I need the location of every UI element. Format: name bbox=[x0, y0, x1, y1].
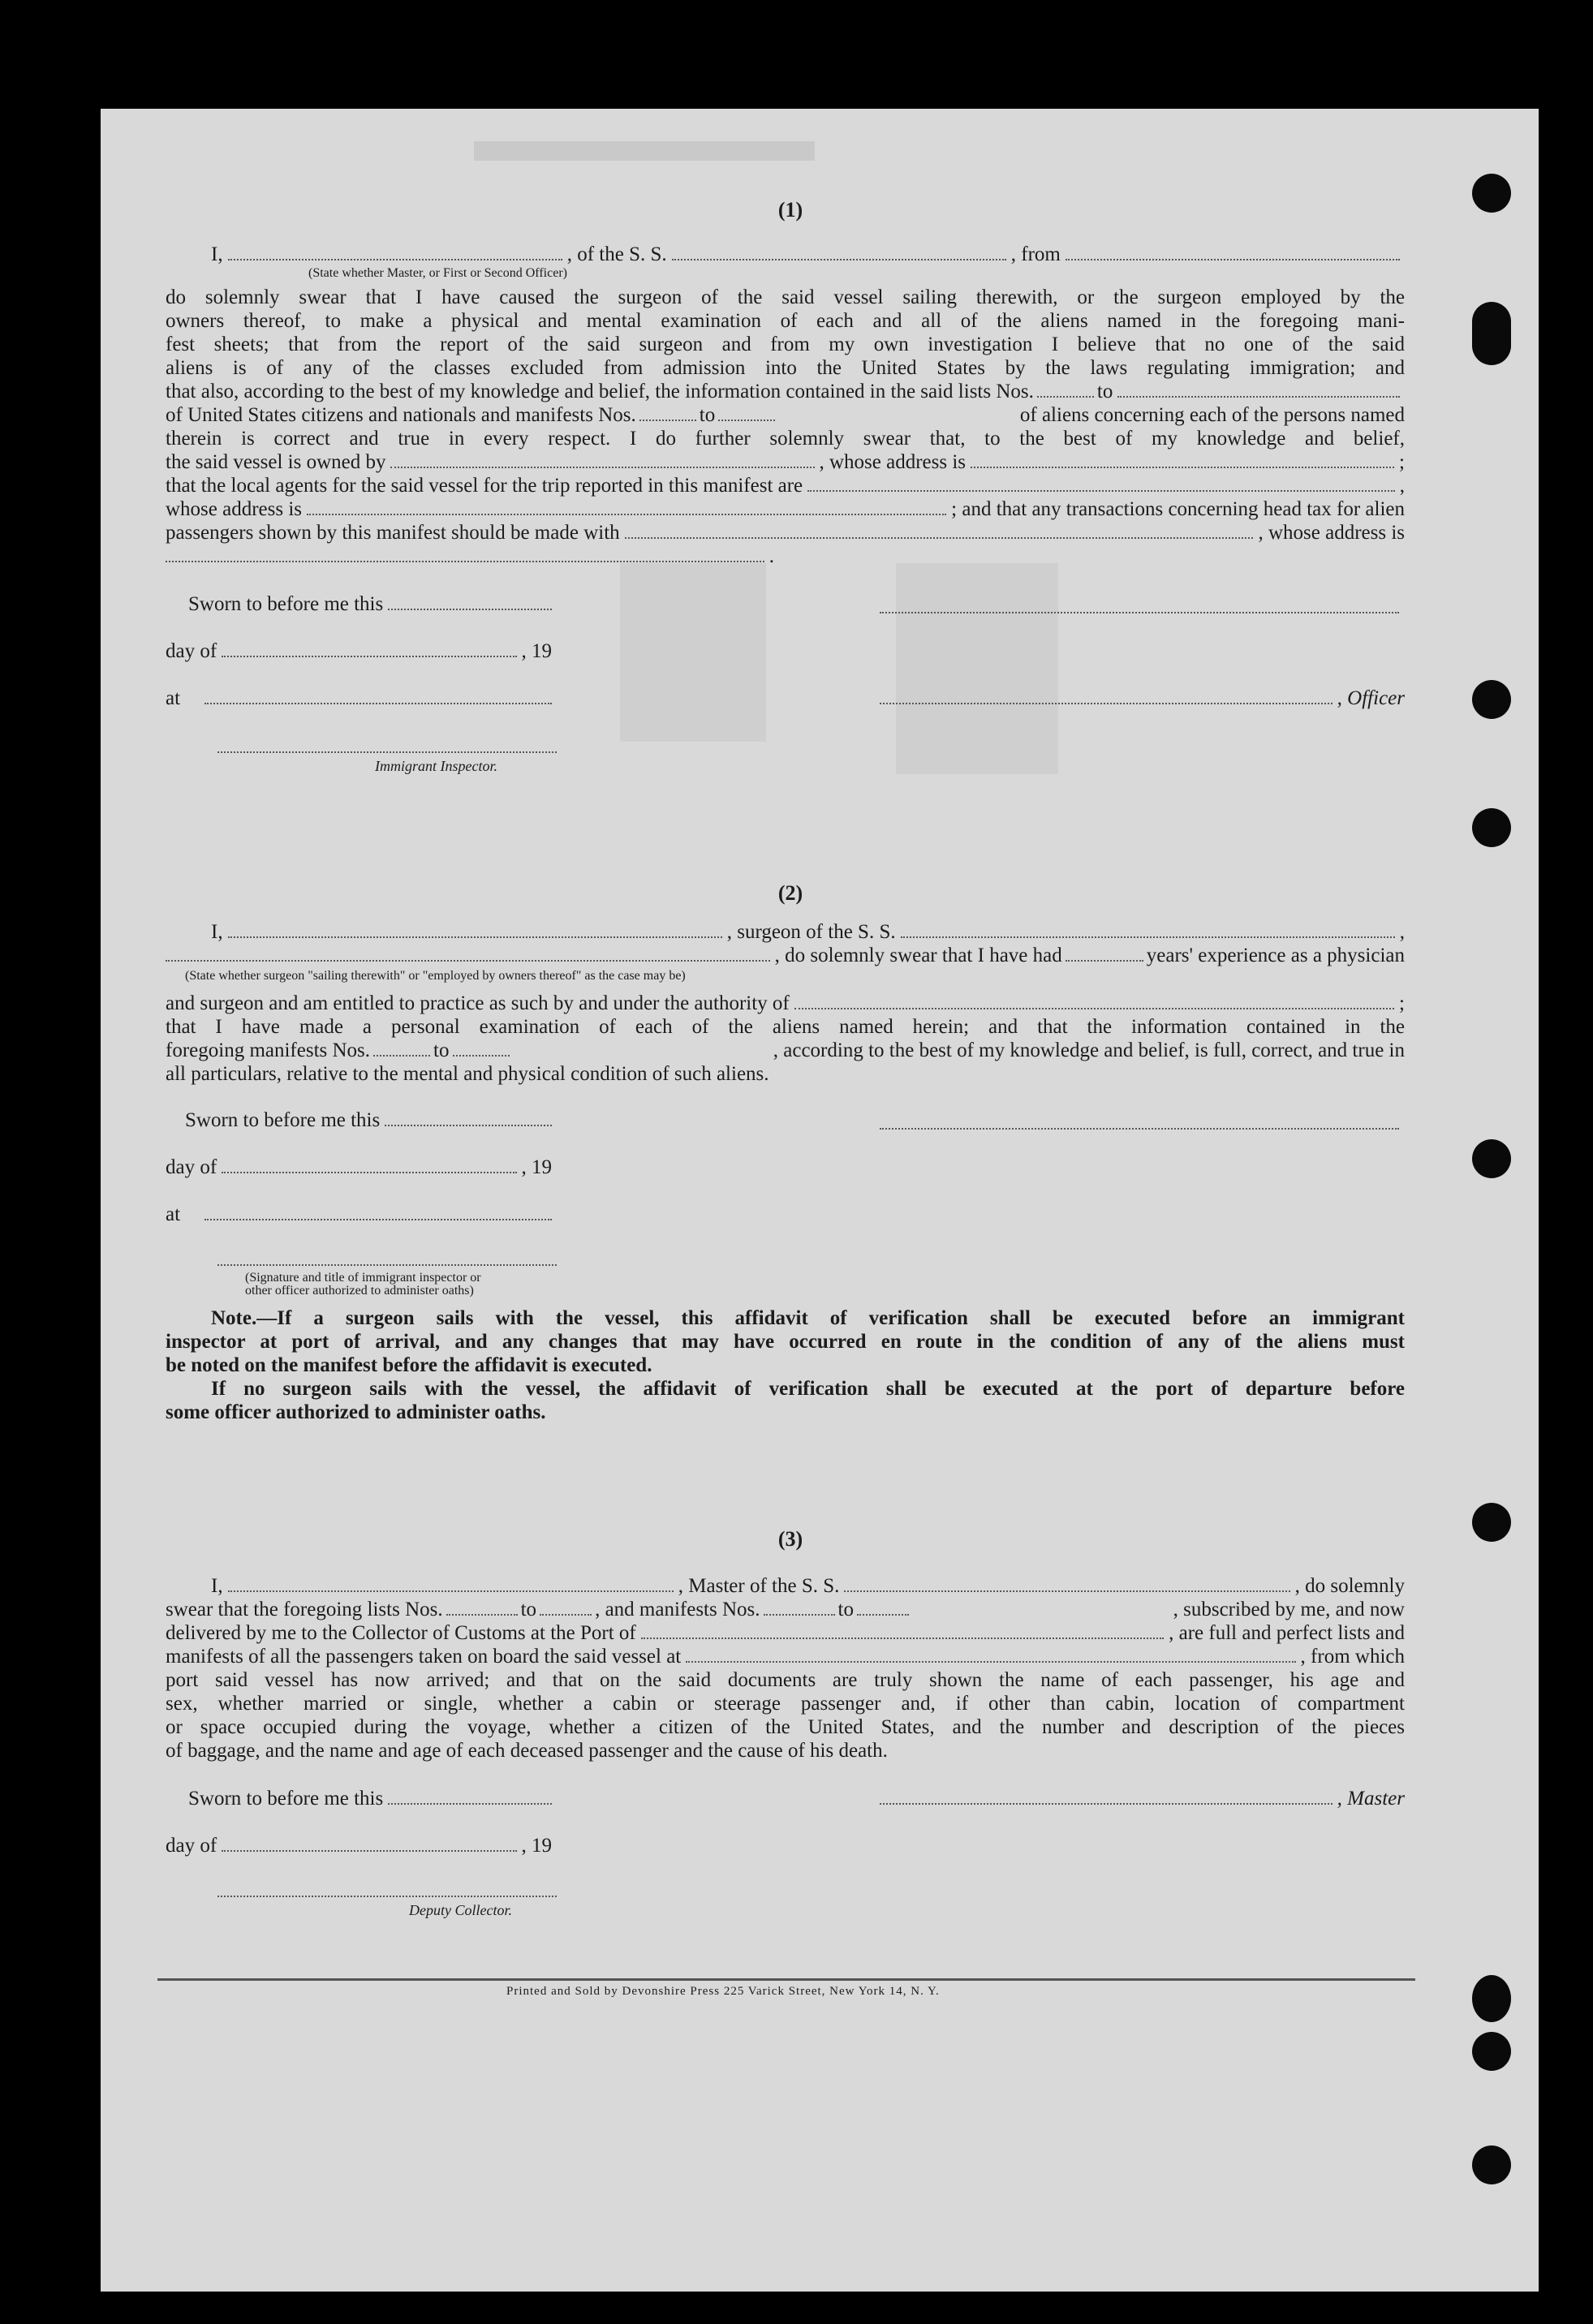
s3-line-6: sex, whether married or single, whether a cabin or steerage passenger and, if other than cabin, location of compartment bbox=[166, 1693, 1405, 1715]
lists-to-field[interactable] bbox=[1117, 381, 1400, 398]
s1-officer-signature-line[interactable] bbox=[880, 610, 1399, 613]
manifests-from-field[interactable] bbox=[639, 405, 696, 421]
s3-line-4: manifests of all the passengers taken on board the said vessel at , from which bbox=[166, 1646, 1405, 1668]
s2-at: at bbox=[166, 1203, 557, 1226]
section-3-number: (3) bbox=[777, 1527, 803, 1551]
head-tax-party-field[interactable] bbox=[625, 523, 1254, 539]
s2-surgeon-signature-line[interactable] bbox=[880, 1126, 1399, 1130]
surgeon-status-field[interactable] bbox=[166, 945, 770, 962]
punch-hole bbox=[1472, 174, 1511, 213]
surgeon-name-field[interactable] bbox=[228, 922, 722, 938]
punch-hole bbox=[1472, 808, 1511, 847]
officer-caption: (State whether Master, or First or Second Officer) bbox=[308, 266, 567, 280]
form-page bbox=[101, 109, 1539, 2292]
s1-day-field[interactable] bbox=[222, 641, 516, 657]
punch-hole bbox=[1472, 680, 1511, 719]
s2-day-field[interactable] bbox=[222, 1157, 516, 1173]
s3-sworn: Sworn to before me this bbox=[188, 1787, 557, 1810]
bleed-through-shadow bbox=[896, 563, 1058, 774]
s2-inspector-signature-line[interactable] bbox=[217, 1263, 557, 1266]
s3-line-7: or space occupied during the voyage, whether a citizen of the United States, and the number and description of the pieces bbox=[166, 1716, 1405, 1738]
s2-sig-caption-1: (Signature and title of immigrant inspector or bbox=[245, 1271, 481, 1285]
footer-rule bbox=[157, 1978, 1415, 1981]
s3-day-field[interactable] bbox=[222, 1836, 516, 1852]
s3-collector-caption: Deputy Collector. bbox=[409, 1902, 512, 1918]
punch-hole bbox=[1472, 1139, 1511, 1178]
s1-body-2: owners thereof, to make a physical and mental examination of each and all of the aliens named in the foregoing mani- bbox=[166, 310, 1405, 332]
s1-at-place-field[interactable] bbox=[205, 688, 552, 704]
s2-line-6: all particulars, relative to the mental and physical condition of such aliens. bbox=[166, 1063, 769, 1085]
printer-credit: Printed and Sold by Devonshire Press 225 Varick Street, New York 14, N. Y. bbox=[506, 1985, 940, 1998]
s1-line-5: that also, according to the best of my knowledge and belief, the information contained in the said lists Nos. to bbox=[166, 380, 1405, 403]
s3-lists-from-field[interactable] bbox=[446, 1599, 518, 1616]
s1-line-9: that the local agents for the said vessel for the trip reported in this manifest are , bbox=[166, 475, 1405, 497]
s2-vessel-field[interactable] bbox=[901, 922, 1395, 938]
s2-line-1: I, , surgeon of the S. S. , bbox=[211, 921, 1406, 943]
s1-line-1: I, , of the S. S. , from bbox=[211, 243, 1405, 266]
punch-hole bbox=[1472, 302, 1511, 365]
s3-line-3: delivered by me to the Collector of Customs at the Port of , are full and perfect lists and bbox=[166, 1622, 1405, 1644]
agents-address-field[interactable] bbox=[307, 499, 946, 515]
s2-sworn: Sworn to before me this bbox=[185, 1108, 557, 1132]
manifests-to-field[interactable] bbox=[718, 405, 775, 421]
s2-day-of: day of , 19 bbox=[166, 1156, 552, 1178]
affidavit-form bbox=[166, 109, 1415, 2292]
s1-officer-line: , Officer bbox=[880, 686, 1405, 710]
port-field[interactable] bbox=[641, 1623, 1164, 1639]
section-1-number: (1) bbox=[777, 198, 803, 222]
punch-hole bbox=[1472, 1975, 1511, 2022]
note-line-1: Note.—If a surgeon sails with the vessel, this affidavit of verification shall be executed before an immigrant bbox=[211, 1307, 1405, 1329]
s3-line-5: port said vessel has now arrived; and that on the said documents are truly shown the name of each passenger, his age and bbox=[166, 1669, 1405, 1691]
s2-line-3: and surgeon and am entitled to practice as such by and under the authority of ; bbox=[166, 992, 1405, 1014]
bleed-through-shadow bbox=[620, 563, 766, 742]
practice-authority-field[interactable] bbox=[794, 993, 1394, 1009]
punch-hole bbox=[1472, 1503, 1511, 1542]
s3-line-1: I, , Master of the S. S. , do solemnly bbox=[211, 1575, 1406, 1597]
s1-body-1: do solemnly swear that I have caused the surgeon of the said vessel sailing therewith, or the surgeon employed by the bbox=[166, 286, 1405, 308]
vessel-name-field[interactable] bbox=[672, 244, 1006, 260]
lists-from-field[interactable] bbox=[1037, 381, 1094, 398]
note-line-5: some officer authorized to administer oaths. bbox=[166, 1401, 546, 1423]
s2-sig-caption-2: other officer authorized to administer oaths) bbox=[245, 1284, 474, 1298]
s1-body-4: aliens is of any of the classes excluded from admission into the United States by the laws regulating immigration; and bbox=[166, 357, 1405, 379]
s3-lists-to-field[interactable] bbox=[540, 1599, 592, 1616]
s3-day-of: day of , 19 bbox=[166, 1835, 552, 1857]
note-line-4: If no surgeon sails with the vessel, the affidavit of verification shall be executed at the port of departure before bbox=[211, 1378, 1405, 1400]
s1-body-3: fest sheets; that from the report of the said surgeon and from my own investigation I believe that no one of the said bbox=[166, 334, 1405, 355]
s1-line-12: . bbox=[166, 544, 774, 568]
officer-name-field[interactable] bbox=[228, 244, 562, 260]
s3-line-2: swear that the foregoing lists Nos. to , and manifests Nos. to , subscribed by me, and now bbox=[166, 1599, 1405, 1620]
s3-manifests-to-field[interactable] bbox=[857, 1599, 909, 1616]
section-2-number: (2) bbox=[777, 881, 803, 905]
boarding-port-field[interactable] bbox=[686, 1646, 1295, 1663]
s3-vessel-field[interactable] bbox=[844, 1576, 1289, 1592]
s3-sworn-date-field[interactable] bbox=[388, 1788, 552, 1805]
years-experience-field[interactable] bbox=[1066, 945, 1143, 962]
punch-hole bbox=[1472, 2032, 1511, 2071]
from-port-field[interactable] bbox=[1066, 244, 1400, 260]
note-line-3: be noted on the manifest before the affidavit is executed. bbox=[166, 1354, 652, 1376]
s2-line-5: foregoing manifests Nos. to , according to the best of my knowledge and belief, is full, correct, and true in bbox=[166, 1039, 1405, 1061]
s2-line-2: , do solemnly swear that I have had years' experience as a physician bbox=[166, 944, 1405, 967]
s1-day-of: day of , 19 bbox=[166, 640, 552, 662]
punch-hole bbox=[1472, 2145, 1511, 2184]
s3-manifests-from-field[interactable] bbox=[764, 1599, 835, 1616]
vessel-owner-field[interactable] bbox=[390, 452, 814, 468]
head-tax-address-field[interactable] bbox=[166, 546, 764, 562]
s3-collector-signature-line[interactable] bbox=[217, 1894, 557, 1897]
s1-line-6: of United States citizens and nationals and manifests Nos. to of aliens concerning each of the persons named bbox=[166, 404, 1405, 426]
s1-inspector-caption: Immigrant Inspector. bbox=[375, 758, 497, 774]
s3-master-signature-field[interactable] bbox=[880, 1788, 1333, 1805]
s1-line-10: whose address is ; and that any transactions concerning head tax for alien bbox=[166, 498, 1405, 520]
bleed-through-shadow bbox=[474, 141, 815, 161]
s1-sworn: Sworn to before me this bbox=[188, 592, 557, 616]
s1-line-11: passengers shown by this manifest should be made with , whose address is bbox=[166, 522, 1405, 544]
note-line-2: inspector at port of arrival, and any changes that may have occurred en route in the condition of any of the aliens must bbox=[166, 1331, 1405, 1353]
s1-line-7: therein is correct and true in every respect. I do further solemnly swear that, to the best of my knowledge and belief, bbox=[166, 428, 1405, 450]
owner-address-field[interactable] bbox=[971, 452, 1394, 468]
s2-sworn-date-field[interactable] bbox=[385, 1110, 552, 1126]
s3-line-8: of baggage, and the name and age of each deceased passenger and the cause of his death. bbox=[166, 1740, 888, 1762]
s1-sworn-date-field[interactable] bbox=[388, 594, 552, 610]
s2-manifests-to-field[interactable] bbox=[453, 1040, 510, 1057]
s1-line-8: the said vessel is owned by , whose address is ; bbox=[166, 451, 1405, 473]
s2-at-place-field[interactable] bbox=[205, 1204, 552, 1220]
master-name-field[interactable] bbox=[228, 1576, 674, 1592]
s2-manifests-from-field[interactable] bbox=[373, 1040, 430, 1057]
s1-officer-field[interactable] bbox=[880, 688, 1333, 704]
s2-line-4: that I have made a personal examination of each of the aliens named herein; and that the information contained in the bbox=[166, 1016, 1405, 1038]
s3-master-line: , Master bbox=[880, 1787, 1405, 1810]
surgeon-status-caption: (State whether surgeon "sailing therewith" or "employed by owners thereof" as the case may be) bbox=[185, 969, 686, 983]
s1-inspector-signature-line[interactable] bbox=[217, 750, 557, 753]
s1-at: at bbox=[166, 686, 557, 710]
local-agents-field[interactable] bbox=[807, 476, 1395, 492]
